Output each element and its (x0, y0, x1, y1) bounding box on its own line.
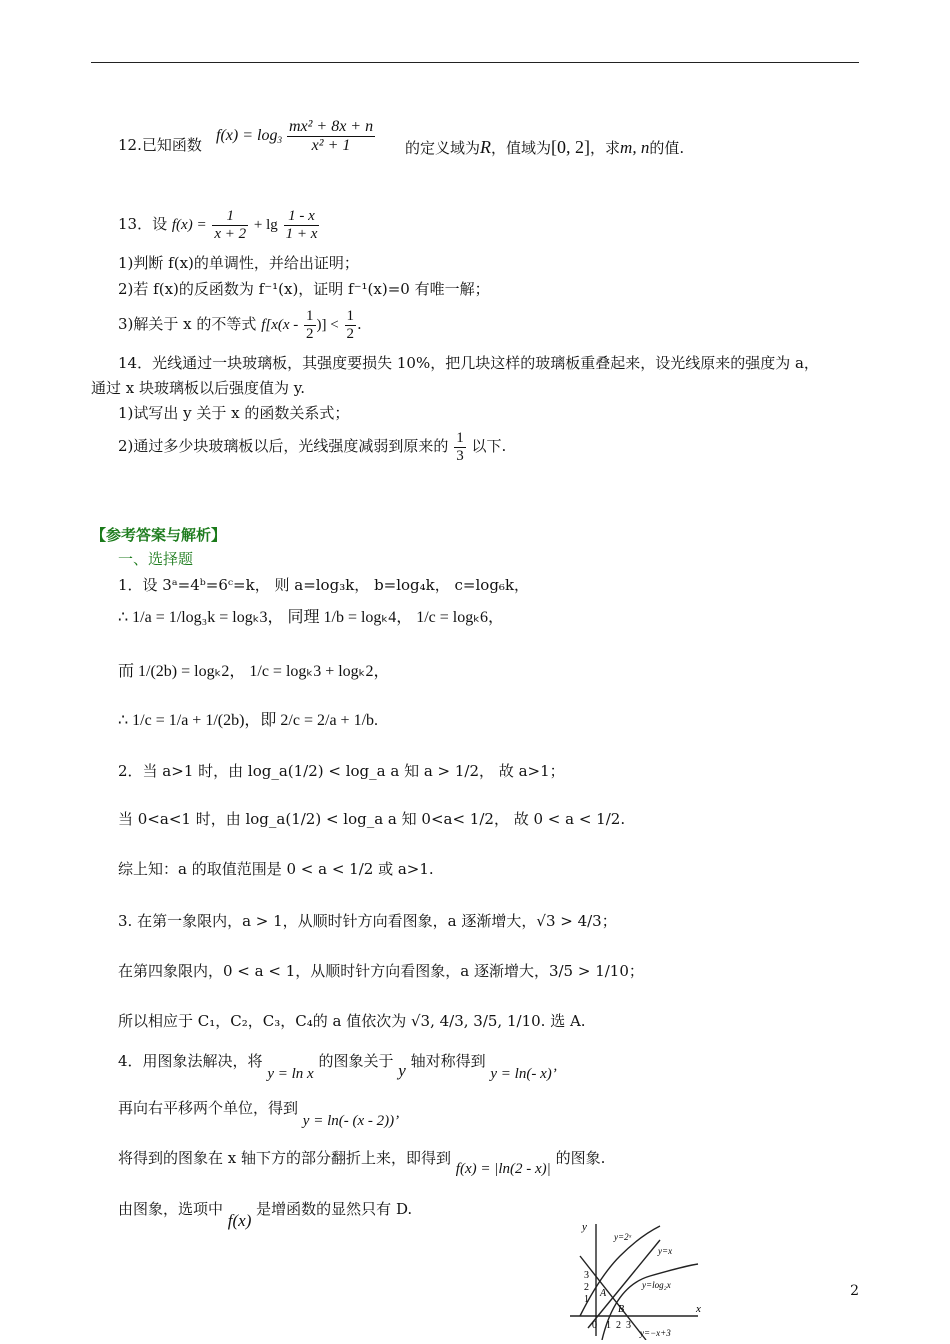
x-tick-2: 2 (616, 1320, 621, 1331)
label-exp: y=2ˣ (614, 1232, 632, 1242)
q13-line: 13．设 f(x) = $\frac{1}{x + 2}$ + lg $\frac{1 - x}{1 + x}$ (118, 208, 318, 242)
function-graph (560, 1216, 710, 1340)
q13-half-b: $\frac{1}{2}$ (346, 308, 355, 342)
q12-fraction: $\frac{\text{mx² + 8x + n}}{\text{x² + 1}}$ (288, 118, 374, 154)
a4-line2: 再向右平移两个单位，得到 y = ln(- (x - 2))’ (118, 1099, 400, 1129)
y-tick-2: 2 (584, 1282, 589, 1293)
point-A: A (600, 1288, 607, 1299)
section-title: 一、选择题 (118, 550, 194, 568)
q14-fraction: $\frac{1}{3}$ (456, 430, 464, 464)
header-rule (91, 62, 859, 63)
q12-formula: $f(x) = \log_3$ $\frac{\text{mx² + 8x + n}}{\text{x² + 1}}$ (216, 118, 374, 154)
x-tick-0: 0 (592, 1320, 597, 1331)
point-B: B (618, 1304, 625, 1315)
label-log: y=log₂x (642, 1280, 671, 1290)
a4-line1: 4．用图象法解决，将 y = ln x 的图象关于 y 轴对称得到 y = ln(- x)’ (118, 1052, 557, 1082)
a1-line3: 而 1/(2b) = logₖ2， 1/c = logₖ3 + logₖ2， (118, 663, 390, 680)
a1-line1: 1．设 3ᵃ=4ᵇ=6ᶜ=k， 则 a=log₃k， b=log₄k， c=log₆k， (118, 576, 530, 594)
a3-line3: 所以相应于 C₁，C₂，C₃，C₄的 a 值依次为 √3, 4/3, 3/5, 1/10. 选 A. (118, 1012, 586, 1030)
x-axis-label: x (696, 1303, 701, 1315)
y-axis-label: y (582, 1221, 587, 1233)
y-tick-3: 3 (584, 1270, 589, 1281)
q12-line: 12.已知函数 (118, 136, 202, 154)
q13-part3: 3)解关于 x 的不等式 f[x(x - $\frac{1}{2}$ )] < $\frac{1}{2}$ . (118, 308, 362, 342)
q14-line3: 1)试写出 y 关于 x 的函数关系式； (118, 404, 350, 422)
q14-line1: 14．光线通过一块玻璃板，其强度要损失 10%，把几块这样的玻璃板重叠起来，设光线原来的强度为 a， (118, 354, 819, 372)
q13-half-a: $\frac{1}{2}$ (306, 308, 314, 342)
y-tick-1: 1 (584, 1294, 589, 1305)
a2-line3: 综上知：a 的取值范围是 0 < a < 1/2 或 a>1. (118, 860, 434, 878)
label-line: y=−x+3 (640, 1328, 671, 1338)
a3-line1: 3. 在第一象限内，a > 1，从顺时针方向看图象，a 逐渐增大，√3 > 4/3； (118, 912, 617, 930)
a1-line4: ∴ 1/c = 1/a + 1/(2b)，即 2/c = 2/a + 1/b. (118, 712, 379, 729)
q14-line4: 2)通过多少块玻璃板以后，光线强度减弱到原来的 $\frac{1}{3}$ 以下. (118, 430, 507, 464)
q13-frac1: $\frac{1}{x + 2}$ (214, 208, 247, 242)
q13-part2: 2)若 f(x)的反函数为 f⁻¹(x)，证明 f⁻¹(x)=0 有唯一解； (118, 280, 490, 298)
a4-line4: 由图象，选项中 f(x) 是增函数的显然只有 D. (118, 1200, 413, 1230)
q13-frac2: $\frac{1 - x}{1 + x}$ (285, 208, 318, 242)
label-identity: y=x (658, 1246, 673, 1256)
x-tick-3: 3 (626, 1320, 631, 1331)
a2-line2: 当 0<a<1 时，由 log_a(1/2) < log_a a 知 0<a< 1/2， 故 0 < a < 1/2. (118, 810, 626, 828)
a1-line2: ∴ 1/a = 1/log₃k = logₖ3， 同理 1/b = logₖ4， 1/c = logₖ6， (118, 609, 505, 626)
q13-part1: 1)判断 f(x)的单调性，并给出证明； (118, 254, 359, 272)
a4-line3: 将得到的图象在 x 轴下方的部分翻折上来，即得到 f(x) = |ln(2 - x)| 的图象. (118, 1149, 606, 1177)
page-number: 2 (850, 1283, 859, 1299)
q12-text: 的定义域为R，值域为[0, 2]，求m, n的值. (405, 137, 685, 157)
q14-line2: 通过 x 块玻璃板以后强度值为 y. (91, 379, 306, 397)
x-tick-1: 1 (606, 1320, 611, 1331)
a2-line1: 2．当 a>1 时，由 log_a(1/2) < log_a a 知 a > 1/2， 故 a>1； (118, 762, 565, 780)
a3-line2: 在第四象限内，0 < a < 1，从顺时针方向看图象，a 逐渐增大，3/5 > 1/10； (118, 962, 644, 980)
answers-heading: 【参考答案与解析】 (91, 526, 227, 544)
